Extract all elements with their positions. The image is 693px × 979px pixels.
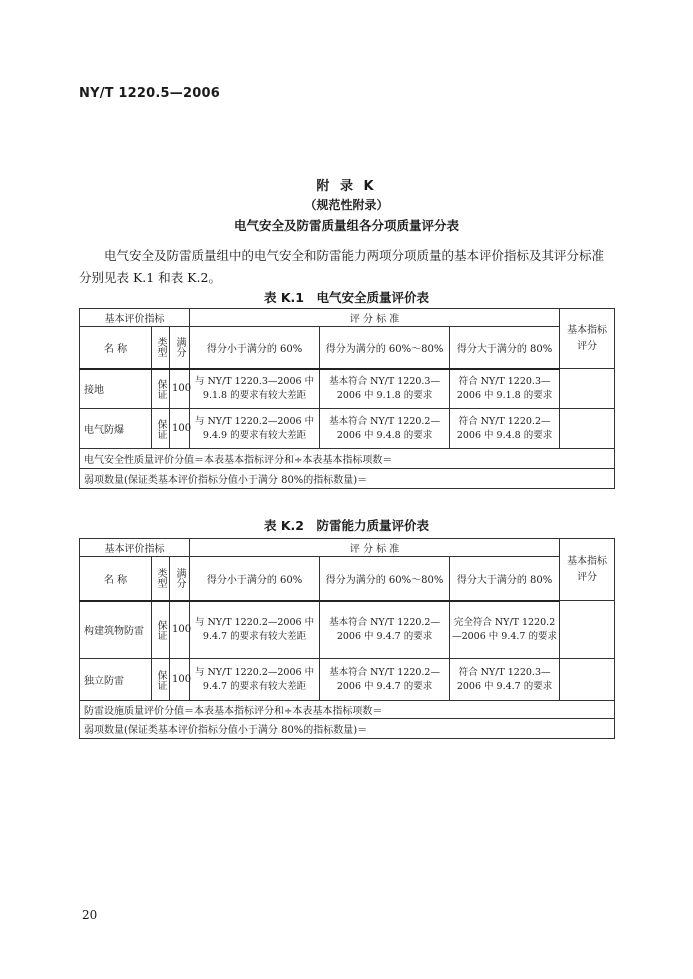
row-score: [560, 601, 615, 659]
table-row: [80, 601, 615, 659]
row-criteria-low: 与 NY/T 1220.2—2006 中 9.4.7 的要求有较大差距: [190, 659, 320, 701]
row-type: [152, 369, 170, 409]
header-type-label: 类型: [155, 337, 166, 358]
row-criteria-mid: 基本符合 NY/T 1220.2—2006 中 9.4.8 的要求: [320, 409, 450, 449]
header-type: [152, 327, 170, 369]
table-footer-row: [80, 719, 615, 739]
footer-weak-count: 弱项数量(保证类基本评价指标分值小于满分 80%的指标数量)＝: [80, 469, 615, 489]
row-criteria-mid: 基本符合 NY/T 1220.2—2006 中 9.4.7 的要求: [320, 601, 450, 659]
header-name: 名 称: [80, 557, 152, 601]
row-full: 100: [170, 601, 190, 659]
row-name: 电气防爆: [80, 409, 152, 449]
header-full: [170, 557, 190, 601]
header-criteria: 评 分 标 准: [190, 539, 560, 557]
row-type: [152, 659, 170, 701]
table-row: [80, 659, 615, 701]
appendix-name: 电气安全及防雷质量组各分项质量评分表: [233, 218, 459, 233]
row-type-label: 保证: [155, 378, 166, 399]
table-header-row: [80, 539, 615, 557]
row-criteria-high: 符合 NY/T 1220.2—2006 中 9.4.8 的要求: [450, 409, 560, 449]
header-criteria-low: 得分小于满分的 60%: [190, 557, 320, 601]
row-type-label: 保证: [155, 418, 166, 439]
header-criteria: 评 分 标 准: [190, 309, 560, 327]
row-type: [152, 409, 170, 449]
row-type-label: 保证: [155, 619, 166, 640]
header-criteria-high: 得分大于满分的 80%: [450, 557, 560, 601]
table-header-row: [80, 327, 615, 369]
header-type-label: 类型: [155, 568, 166, 589]
appendix-type: （规范性附录）: [304, 198, 389, 212]
row-criteria-low: 与 NY/T 1220.2—2006 中 9.4.7 的要求有较大差距: [190, 601, 320, 659]
table-k2-caption: 表 K.2 防雷能力质量评价表: [264, 518, 429, 533]
header-full-label: 满分: [174, 568, 186, 589]
header-criteria-low: 得分小于满分的 60%: [190, 327, 320, 369]
header-score: 基本指标 评分: [560, 309, 615, 369]
appendix-title: 附 录 K: [316, 179, 377, 194]
header-basic-index: 基本评价指标: [80, 309, 190, 327]
row-criteria-mid: 基本符合 NY/T 1220.3—2006 中 9.1.8 的要求: [320, 369, 450, 409]
row-name: 独立防雷: [80, 659, 152, 701]
header-criteria-mid: 得分为满分的 60%～80%: [320, 557, 450, 601]
row-criteria-low: 与 NY/T 1220.2—2006 中 9.4.9 的要求有较大差距: [190, 409, 320, 449]
table-k1: [79, 308, 615, 489]
table-footer-row: [80, 449, 615, 469]
header-basic-index: 基本评价指标: [80, 539, 190, 557]
table-header-row: [80, 309, 615, 327]
row-criteria-low: 与 NY/T 1220.3—2006 中 9.1.8 的要求有较大差距: [190, 369, 320, 409]
row-criteria-high: 符合 NY/T 1220.3—2006 中 9.1.8 的要求: [450, 369, 560, 409]
header-criteria-mid: 得分为满分的 60%～80%: [320, 327, 450, 369]
row-type: [152, 601, 170, 659]
footer-weak-count: 弱项数量(保证类基本评价指标分值小于满分 80%的指标数量)＝: [80, 719, 615, 739]
table-k2: [79, 538, 615, 739]
table-footer-row: [80, 701, 615, 719]
header-full-label: 满分: [174, 337, 186, 358]
document-header-id: NY/T 1220.5—2006: [79, 86, 220, 101]
row-score: [560, 659, 615, 701]
header-name: 名 称: [80, 327, 152, 369]
header-type: [152, 557, 170, 601]
row-criteria-mid: 基本符合 NY/T 1220.2—2006 中 9.4.7 的要求: [320, 659, 450, 701]
row-criteria-high: 完全符合 NY/T 1220.2—2006 中 9.4.7 的要求: [450, 601, 560, 659]
row-score: [560, 409, 615, 449]
page-number: 20: [82, 908, 98, 922]
table-header-row: [80, 557, 615, 601]
header-criteria-high: 得分大于满分的 80%: [450, 327, 560, 369]
row-score: [560, 369, 615, 409]
footer-score-formula: 防雷设施质量评价分值＝本表基本指标评分和÷本表基本指标项数＝: [80, 701, 615, 719]
row-name: 接地: [80, 369, 152, 409]
row-type-label: 保证: [155, 669, 166, 690]
row-full: 100: [170, 659, 190, 701]
header-score: 基本指标 评分: [560, 539, 615, 601]
row-full: 100: [170, 369, 190, 409]
header-full: [170, 327, 190, 369]
table-footer-row: [80, 469, 615, 489]
row-full: 100: [170, 409, 190, 449]
row-criteria-high: 符合 NY/T 1220.3—2006 中 9.4.7 的要求: [450, 659, 560, 701]
table-row: [80, 409, 615, 449]
intro-paragraph: 电气安全及防雷质量组中的电气安全和防雷能力两项分项质量的基本评价指标及其评分标准分别见表 K.1 和表 K.2。: [79, 248, 605, 285]
footer-score-formula: 电气安全性质量评价分值＝本表基本指标评分和÷本表基本指标项数＝: [80, 449, 615, 469]
table-row: [80, 369, 615, 409]
table-k1-caption: 表 K.1 电气安全质量评价表: [264, 290, 429, 305]
row-name: 构建筑物防雷: [80, 601, 152, 659]
